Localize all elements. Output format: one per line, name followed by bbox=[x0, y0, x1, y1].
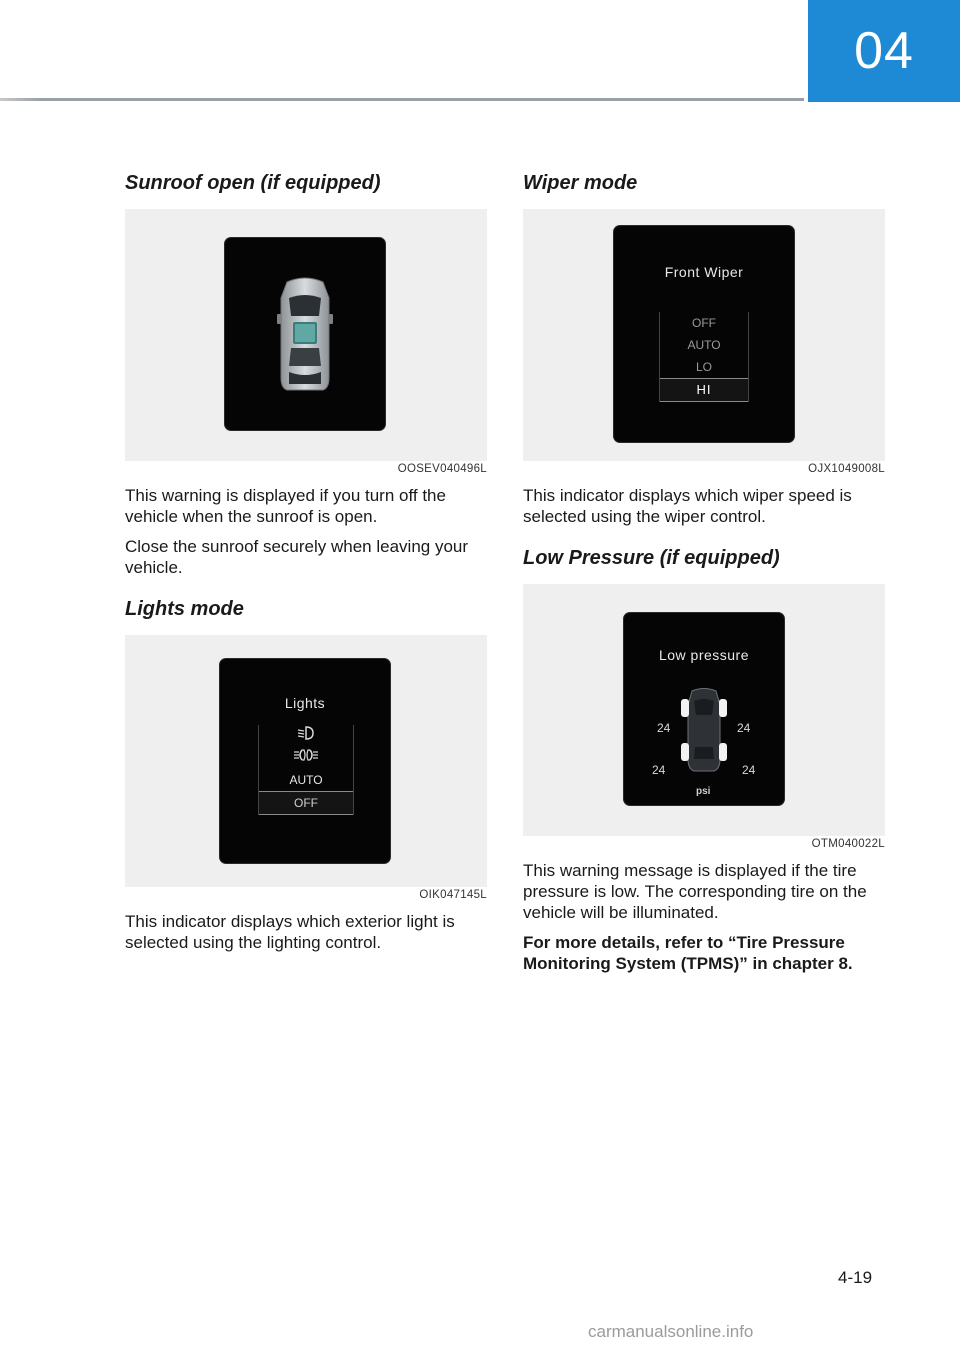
left-column bbox=[125, 172, 487, 962]
screen-title-lights: Lights bbox=[284, 695, 326, 711]
wiper-option-lo: LO bbox=[695, 360, 712, 374]
cluster-screen-sunroof bbox=[225, 238, 385, 430]
car-top-view-icon bbox=[225, 238, 385, 430]
wiper-option-auto: AUTO bbox=[687, 338, 721, 352]
low-beam-icon bbox=[259, 725, 353, 747]
tire-rear-left-value: 24 bbox=[652, 763, 666, 777]
page-number: 4-19 bbox=[838, 1268, 873, 1287]
figure-code-lights: OIK047145L bbox=[419, 889, 487, 901]
tire-front-right-value: 24 bbox=[737, 721, 751, 735]
tire-front-left-value: 24 bbox=[657, 721, 671, 735]
figure-code-sunroof: OOSEV040496L bbox=[397, 463, 487, 475]
paragraph-lights: This indicator displays which exterior light is selected using the lighting control. bbox=[125, 912, 455, 952]
wiper-option-off: OFF bbox=[692, 316, 716, 330]
figure-code-pressure: OTM040022L bbox=[811, 838, 885, 850]
section-title-lights: Lights mode bbox=[125, 598, 244, 620]
lights-option-auto: AUTO bbox=[289, 773, 323, 787]
section-title-wiper: Wiper mode bbox=[523, 172, 638, 194]
chapter-number: 04 bbox=[854, 22, 914, 80]
paragraph-pressure: This warning message is displayed if the tire pressure is low. The corresponding tire on the vehicle will be illuminated. bbox=[523, 861, 867, 922]
figure-sunroof bbox=[125, 209, 487, 461]
screen-title-pressure: Low pressure bbox=[658, 647, 750, 663]
lights-option-off: OFF bbox=[259, 791, 353, 815]
screen-title-wiper: Front Wiper bbox=[664, 264, 744, 280]
cluster-screen-wiper bbox=[614, 226, 794, 442]
paragraph-pressure-reference: For more details, refer to “Tire Pressure Monitoring System (TPMS)” in chapter 8. bbox=[523, 933, 853, 973]
figure-pressure bbox=[523, 584, 885, 836]
wiper-option-hi: HI bbox=[660, 378, 748, 402]
cluster-screen-pressure bbox=[624, 613, 784, 805]
cluster-screen-lights bbox=[220, 659, 390, 863]
paragraph-wiper: This indicator displays which wiper speed is selected using the wiper control. bbox=[523, 486, 852, 526]
car-tire-view-icon bbox=[676, 685, 732, 775]
figure-lights bbox=[125, 635, 487, 887]
figure-code-wiper: OJX1049008L bbox=[808, 463, 885, 475]
paragraph-sunroof-2: Close the sunroof securely when leaving your vehicle. bbox=[125, 537, 469, 577]
watermark: carmanualsonline.info bbox=[588, 1322, 754, 1341]
right-column bbox=[523, 172, 885, 983]
chapter-tab bbox=[808, 0, 960, 102]
header-rule bbox=[0, 98, 804, 101]
section-title-sunroof: Sunroof open (if equipped) bbox=[125, 172, 381, 194]
figure-wiper bbox=[523, 209, 885, 461]
tire-rear-right-value: 24 bbox=[742, 763, 756, 777]
paragraph-sunroof-1: This warning is displayed if you turn off the vehicle when the sunroof is open. bbox=[125, 486, 446, 526]
position-lamp-icon bbox=[259, 747, 353, 769]
pressure-unit: psi bbox=[696, 786, 711, 797]
lights-menu bbox=[258, 725, 354, 815]
wiper-menu bbox=[659, 312, 749, 402]
section-title-pressure: Low Pressure (if equipped) bbox=[523, 547, 780, 569]
